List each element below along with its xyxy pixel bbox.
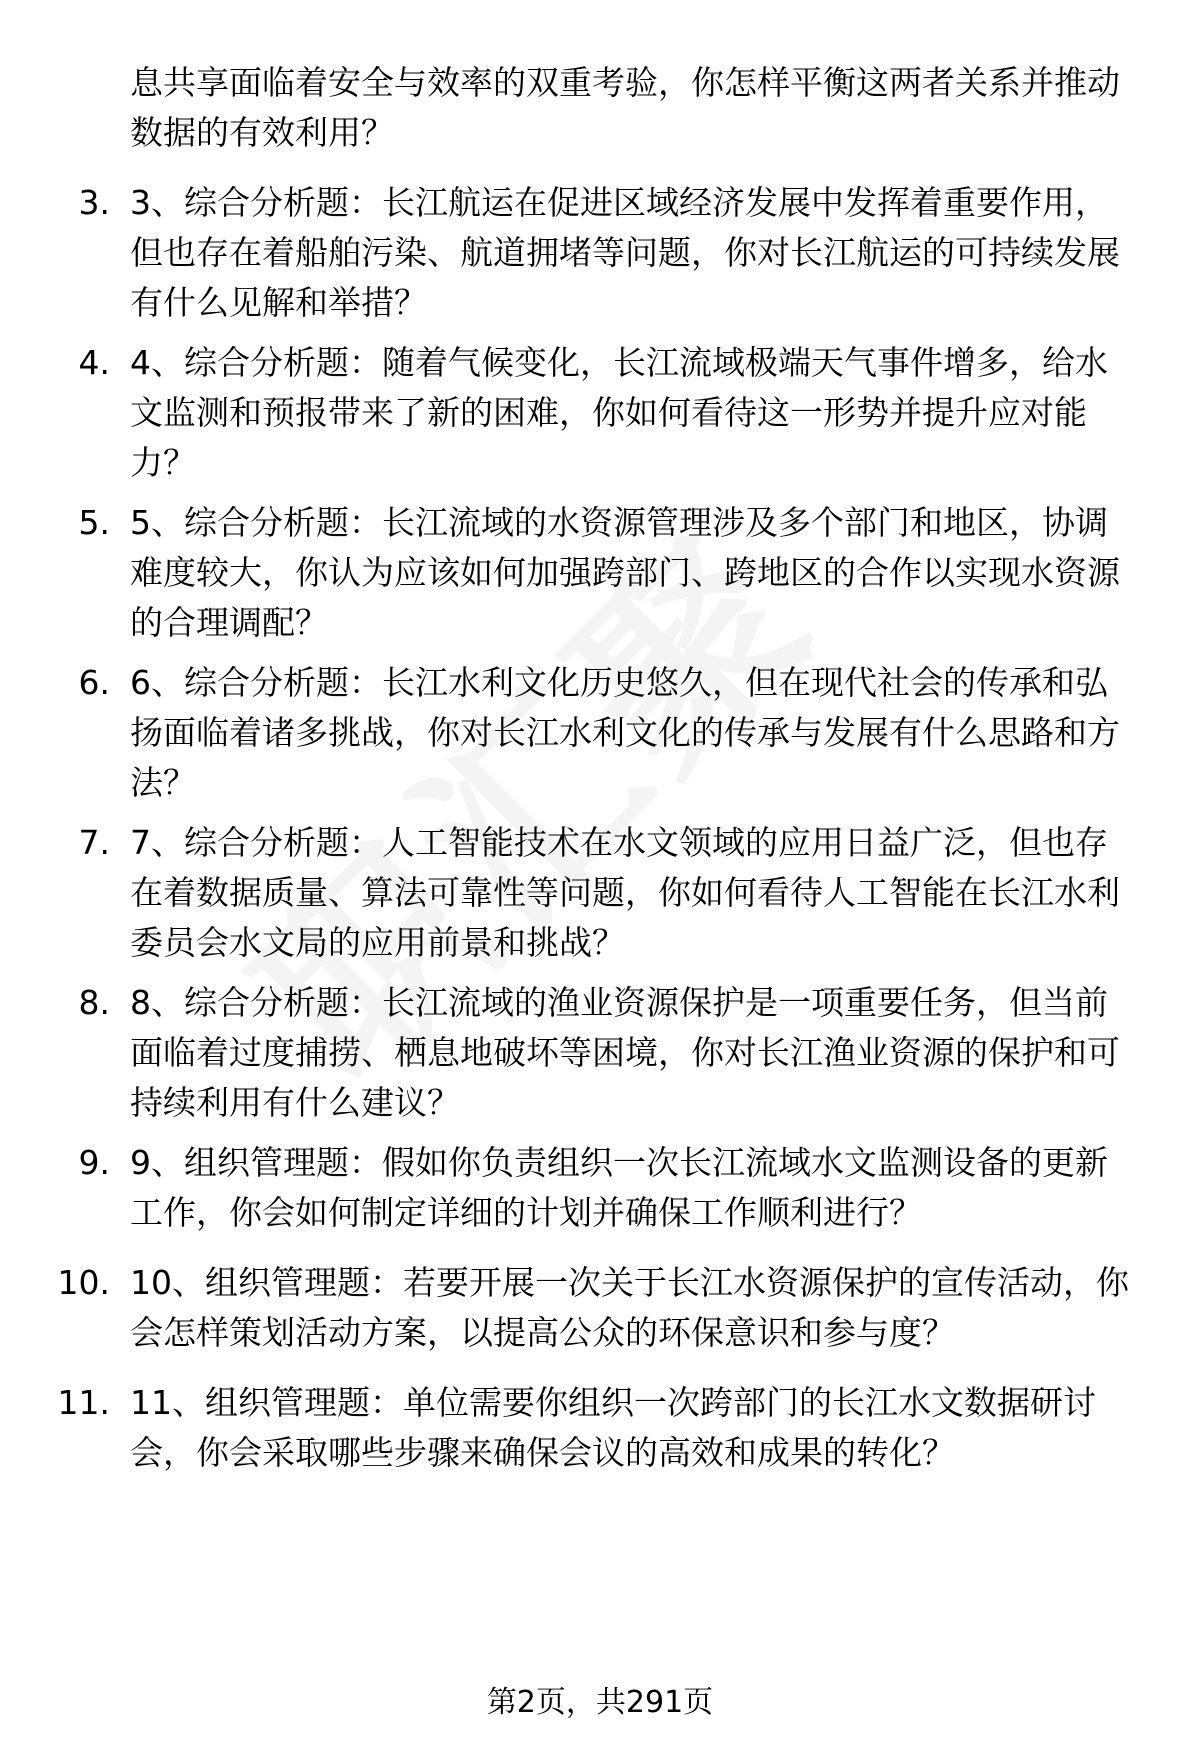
page-footer: 第2页，共291页	[486, 1685, 714, 1720]
question-text: 3、综合分析题：长江航运在促进区域经济发展中发挥着重要作用，但也存在着船舶污染、航道拥堵等问题，你对长江航运的可持续发展有什么见解和举措？	[130, 183, 1120, 322]
question-text: 6、综合分析题：长江水利文化历史悠久，但在现代社会的传承和弘扬面临着诸多挑战，你对长江水利文化的传承与发展有什么思路和方法？	[130, 663, 1120, 802]
question-text: 8、综合分析题：长江流域的渔业资源保护是一项重要任务，但当前面临着过度捕捞、栖息地破坏等困境，你对长江渔业资源的保护和可持续利用有什么建议？	[130, 983, 1120, 1122]
question-text: 4、综合分析题：随着气候变化，长江流域极端天气事件增多，给水文监测和预报带来了新的困难，你如何看待这一形势并提升应对能力？	[130, 343, 1108, 482]
question-number: 11.	[57, 1383, 110, 1422]
continuation-paragraph: 息共享面临着安全与效率的双重考验，你怎样平衡这两者关系并推动数据的有效利用？	[130, 63, 1120, 152]
question-number: 4.	[78, 343, 110, 382]
question-number: 8.	[78, 983, 110, 1022]
question-text: 9、组织管理题：假如你负责组织一次长江流域水文监测设备的更新工作，你会如何制定详细的计划并确保工作顺利进行？	[130, 1143, 1108, 1232]
question-text: 5、综合分析题：长江流域的水资源管理涉及多个部门和地区，协调难度较大，你认为应该如何加强跨部门、跨地区的合作以实现水资源的合理调配？	[130, 503, 1120, 642]
question-text: 7、综合分析题：人工智能技术在水文领域的应用日益广泛，但也存在着数据质量、算法可靠性等问题，你如何看待人工智能在长江水利委员会水文局的应用前景和挑战？	[130, 823, 1120, 962]
question-number: 5.	[78, 503, 110, 542]
question-number: 10.	[57, 1263, 110, 1302]
question-number: 6.	[78, 663, 110, 702]
question-number: 9.	[78, 1143, 110, 1182]
question-number: 3.	[78, 183, 110, 222]
question-number: 7.	[78, 823, 110, 862]
question-text: 11、组织管理题：单位需要你组织一次跨部门的长江水文数据研讨会，你会采取哪些步骤来确保会议的高效和成果的转化？	[130, 1383, 1096, 1472]
question-text: 10、组织管理题：若要开展一次关于长江水资源保护的宣传活动，你会怎样策划活动方案，以提高公众的环保意识和参与度？	[130, 1263, 1129, 1352]
